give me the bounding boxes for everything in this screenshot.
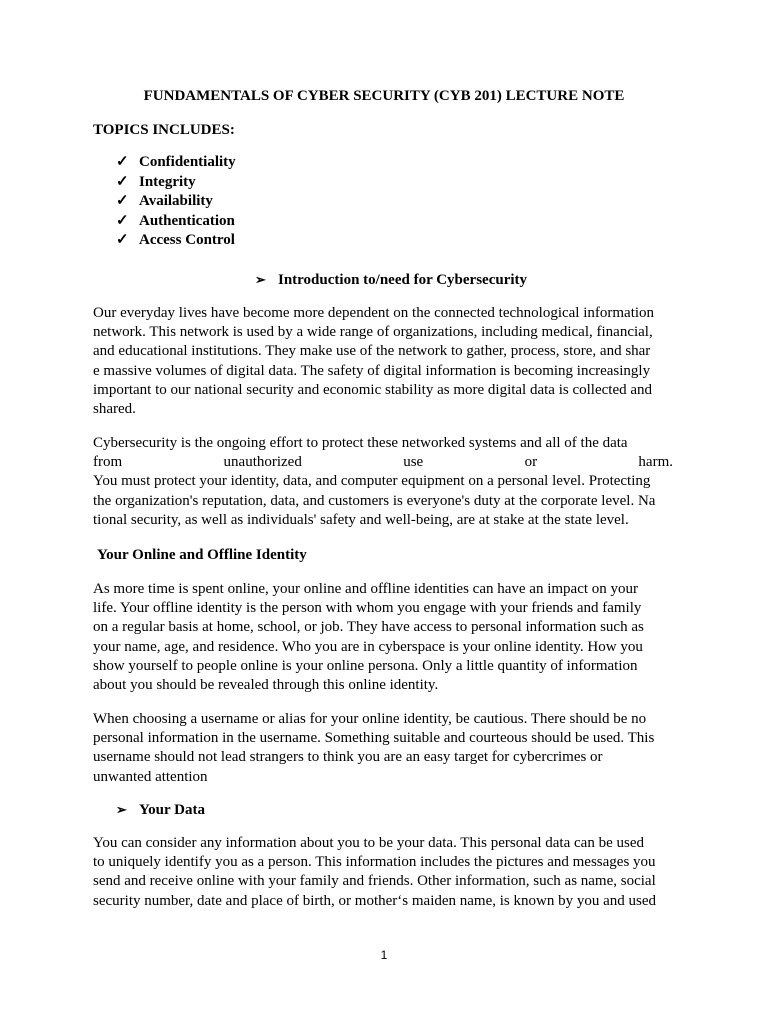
topics-heading: TOPICS INCLUDES: (93, 122, 235, 138)
list-item (116, 192, 236, 212)
paragraph-line: Cybersecurity is the ongoing effort to protect these networked systems and all of the data (93, 435, 628, 451)
paragraph-line: send and receive online with your family and friends. Other information, such as name, social (93, 873, 656, 890)
paragraph-line: e massive volumes of digital data. The safety of digital information is becoming increasingly (93, 362, 651, 379)
section-heading-identity: Your Online and Offline Identity (97, 547, 307, 563)
paragraph-intro (93, 304, 673, 419)
list-item (116, 173, 236, 193)
document-title: FUNDAMENTALS OF CYBER SECURITY (CYB 201) LECTURE NOTE (143, 88, 625, 104)
paragraph-line: to uniquely identify you as a person. This information includes the pictures and messages you (93, 854, 656, 871)
paragraph-line: life. Your offline identity is the person with whom you engage with your friends and family (93, 600, 642, 617)
paragraph-line-justified (93, 453, 673, 472)
section-heading-intro (255, 270, 527, 290)
paragraph-line: Our everyday lives have become more dependent on the connected technological information (93, 305, 655, 321)
paragraph-cybersecurity (93, 434, 673, 530)
paragraph-line: shared. (93, 401, 136, 418)
paragraph-line: security number, date and place of birth, or mother‘s maiden name, is known by you and used (93, 892, 656, 909)
checkmark-icon: ✓ (116, 173, 129, 190)
topic-label: Confidentiality (139, 154, 236, 170)
checkmark-icon: ✓ (116, 212, 129, 229)
section-heading-text: Your Data (139, 802, 205, 818)
arrow-bullet-icon: ➢ (116, 802, 127, 817)
paragraph-line: You must protect your identity, data, and computer equipment on a personal level. Protecting (93, 473, 651, 490)
list-item (116, 231, 236, 251)
checkmark-icon: ✓ (116, 154, 129, 170)
checkmark-icon: ✓ (116, 232, 129, 248)
list-item (116, 153, 236, 173)
word: use (403, 454, 424, 471)
topic-label: Access Control (139, 232, 235, 248)
paragraph-line: unwanted attention (93, 768, 208, 785)
list-item (116, 212, 236, 232)
paragraph-line: When choosing a username or alias for your online identity, be cautious. There should be no (93, 711, 647, 727)
paragraph-identity (93, 580, 673, 695)
topic-label: Integrity (139, 173, 196, 190)
paragraph-line: As more time is spent online, your online and offline identities can have an impact on your (93, 581, 639, 597)
arrow-bullet-icon: ➢ (255, 272, 266, 287)
paragraph-line: and educational institutions. They make use of the network to gather, process, store, and shar (93, 343, 651, 360)
paragraph-data (93, 834, 673, 911)
paragraph-line: You can consider any information about you to be your data. This personal data can be used (93, 835, 644, 851)
section-heading-data (116, 800, 205, 820)
paragraph-line: on a regular basis at home, school, or job. They have access to personal information such as (93, 619, 644, 636)
paragraph-line: about you should be revealed through this online identity. (93, 677, 439, 694)
word: or (524, 454, 538, 471)
word: harm. (638, 454, 673, 471)
topic-label: Authentication (139, 212, 235, 229)
checkmark-icon: ✓ (116, 193, 129, 209)
paragraph-line: show yourself to people online is your online persona. Only a little quantity of information (93, 657, 638, 674)
paragraph-username (93, 710, 673, 787)
paragraph-line: important to our national security and economic stability as more digital data is collected and (93, 381, 653, 398)
page-number: 1 (380, 948, 388, 962)
paragraph-line: the organization's reputation, data, and customers is everyone's duty at the corporate level. Na (93, 492, 656, 509)
section-heading-text: Introduction to/need for Cybersecurity (278, 272, 528, 288)
paragraph-line: personal information in the username. Something suitable and courteous should be used. This (93, 730, 655, 747)
paragraph-line: username should not lead strangers to think you are an easy target for cybercrimes or (93, 749, 603, 766)
topics-list (116, 153, 236, 251)
word: from (93, 454, 123, 471)
topic-label: Availability (139, 193, 213, 209)
paragraph-line: your name, age, and residence. Who you are in cyberspace is your online identity. How you (93, 638, 643, 655)
word: unauthorized (223, 454, 302, 471)
paragraph-line: network. This network is used by a wide range of organizations, including medical, financial, (93, 324, 653, 341)
paragraph-line: tional security, as well as individuals' safety and well-being, are at stake at the state level. (93, 511, 629, 528)
